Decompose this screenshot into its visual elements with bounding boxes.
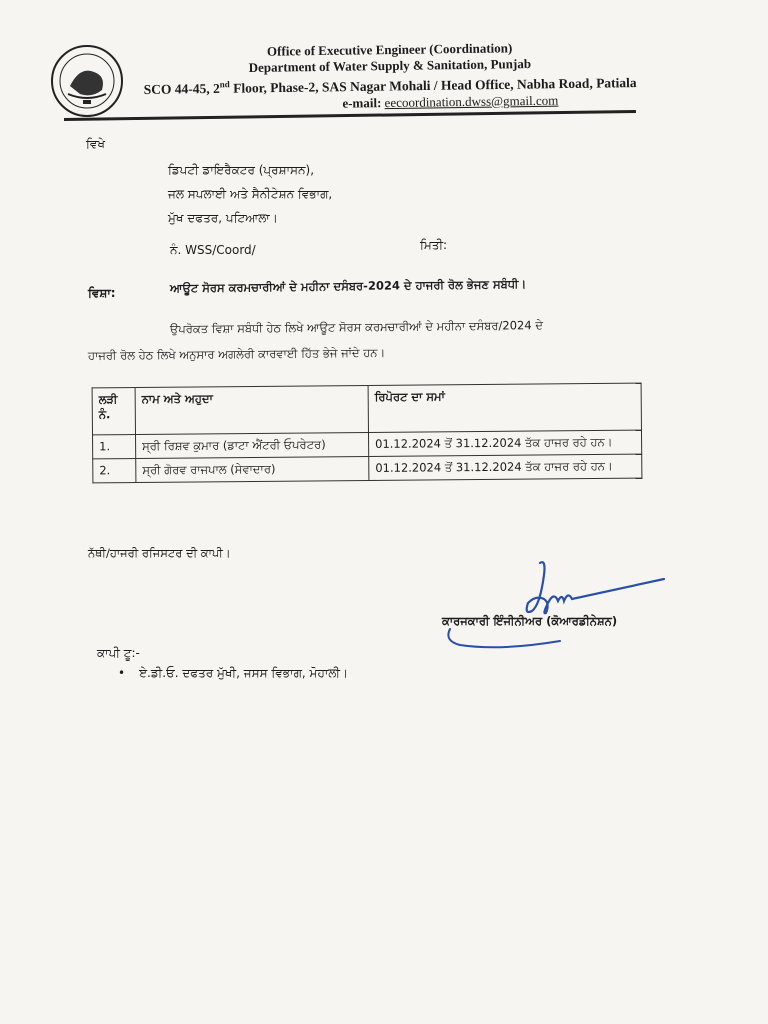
column-header-name: ਨਾਮ ਅਤੇ ਅਹੁਦਾ bbox=[135, 385, 368, 434]
serial-cell: 1. bbox=[93, 435, 136, 459]
bullet-icon: • bbox=[118, 666, 126, 680]
copy-to-list bbox=[118, 666, 348, 681]
addressee-line: ਡਿਪਟੀ ਡਾਇਰੈਕਟਰ (ਪ੍ਰਸ਼ਾਸਨ), bbox=[168, 163, 315, 177]
list-item: ਏ.ਡੀ.ਓ. ਦਫਤਰ ਮੁੱਖੀ, ਜਸਸ ਵਿਭਾਗ, ਮੋਹਾਲੀ। bbox=[139, 666, 349, 680]
copy-to-label: ਕਾਪੀ ਟੂ:- bbox=[97, 646, 140, 660]
addressee-line: ਜਲ ਸਪਲਾਈ ਅਤੇ ਸੈਨੀਟੇਸ਼ਨ ਵਿਭਾਗ, bbox=[168, 187, 333, 201]
email-line: e-mail: eecoordination.dwss@gmail.com bbox=[342, 92, 559, 111]
addressee-block bbox=[168, 158, 332, 230]
handwritten-signature bbox=[440, 555, 670, 655]
subject-text: ਆਊਟ ਸੋਰਸ ਕਰਮਚਾਰੀਆਂ ਦੇ ਮਹੀਨਾ ਦਸੰਬਰ-2024 ਦੇ ਹਾਜਰੀ ਰੋਲ ਭੇਜਣ ਸਬੰਧੀ। bbox=[169, 276, 527, 296]
report-cell: 01.12.2024 ਤੋਂ 31.12.2024 ਤੱਕ ਹਾਜਰ ਰਹੇ ਹਨ। bbox=[369, 454, 642, 480]
to-label: ਵਿਖੇ bbox=[86, 137, 105, 151]
table-header-row bbox=[92, 383, 641, 435]
email-address: eecoordination.dwss@gmail.com bbox=[384, 92, 559, 110]
enclosure-note: ਨੱਥੀ/ਹਾਜਰੀ ਰਜਿਸਟਰ ਦੀ ਕਾਪੀ। bbox=[88, 546, 231, 560]
signatory-designation: ਕਾਰਜਕਾਰੀ ਇੰਜੀਨੀਅਰ (ਕੋਆਰਡੀਨੇਸ਼ਨ) bbox=[442, 614, 618, 628]
office-name: Office of Executive Engineer (Coordination) bbox=[266, 40, 513, 59]
name-cell: ਸ੍ਰੀ ਰਿਸ਼ਵ ਕੁਮਾਰ (ਡਾਟਾ ਐਂਟਰੀ ਓਪਰੇਟਰ) bbox=[136, 432, 369, 458]
column-header-serial: ਲੜੀ ਨੰ. bbox=[92, 388, 135, 435]
report-cell: 01.12.2024 ਤੋਂ 31.12.2024 ਤੱਕ ਹਾਜਰ ਰਹੇ ਹਨ। bbox=[368, 430, 641, 456]
office-address: SCO 44-45, 2nd Floor, Phase-2, SAS Nagar Mohali / Head Office, Nabha Road, Patiala bbox=[143, 75, 637, 97]
reference-number: ਨੰ. WSS/Coord/ bbox=[170, 243, 256, 257]
name-cell: ਸ੍ਰੀ ਗੋਰਵ ਰਾਜਪਾਲ (ਸੇਵਾਦਾਰ) bbox=[136, 456, 369, 482]
department-seal-logo bbox=[50, 44, 124, 118]
table-row bbox=[93, 454, 642, 483]
body-line: ਹਾਜਰੀ ਰੋਲ ਹੇਠ ਲਿਖੇ ਅਨੁਸਾਰ ਅਗਲੇਰੀ ਕਾਰਵਾਈ ਹਿੱਤ ਭੇਜੇ ਜਾਂਦੇ ਹਨ। bbox=[87, 345, 386, 363]
date-label: ਮਿਤੀ: bbox=[420, 238, 448, 252]
letterhead bbox=[130, 38, 651, 114]
serial-cell: 2. bbox=[93, 459, 136, 483]
subject-label: ਵਿਸ਼ਾ: bbox=[88, 286, 116, 300]
body-line: ਉਪਰੋਕਤ ਵਿਸ਼ਾ ਸਬੰਧੀ ਹੇਠ ਲਿਖੇ ਆਊਟ ਸੋਰਸ ਕਰਮਚਾਰੀਆਂ ਦੇ ਮਹੀਨਾ ਦਸੰਬਰ/2024 ਦੇ bbox=[169, 318, 543, 336]
addressee-line: ਮੁੱਖ ਦਫਤਰ, ਪਟਿਆਲਾ। bbox=[168, 211, 278, 225]
attendance-table bbox=[92, 383, 643, 484]
column-header-report: ਰਿਪੋਰਟ ਦਾ ਸਮਾਂ bbox=[368, 383, 641, 432]
department-name: Department of Water Supply & Sanitation, Punjab bbox=[248, 56, 532, 75]
